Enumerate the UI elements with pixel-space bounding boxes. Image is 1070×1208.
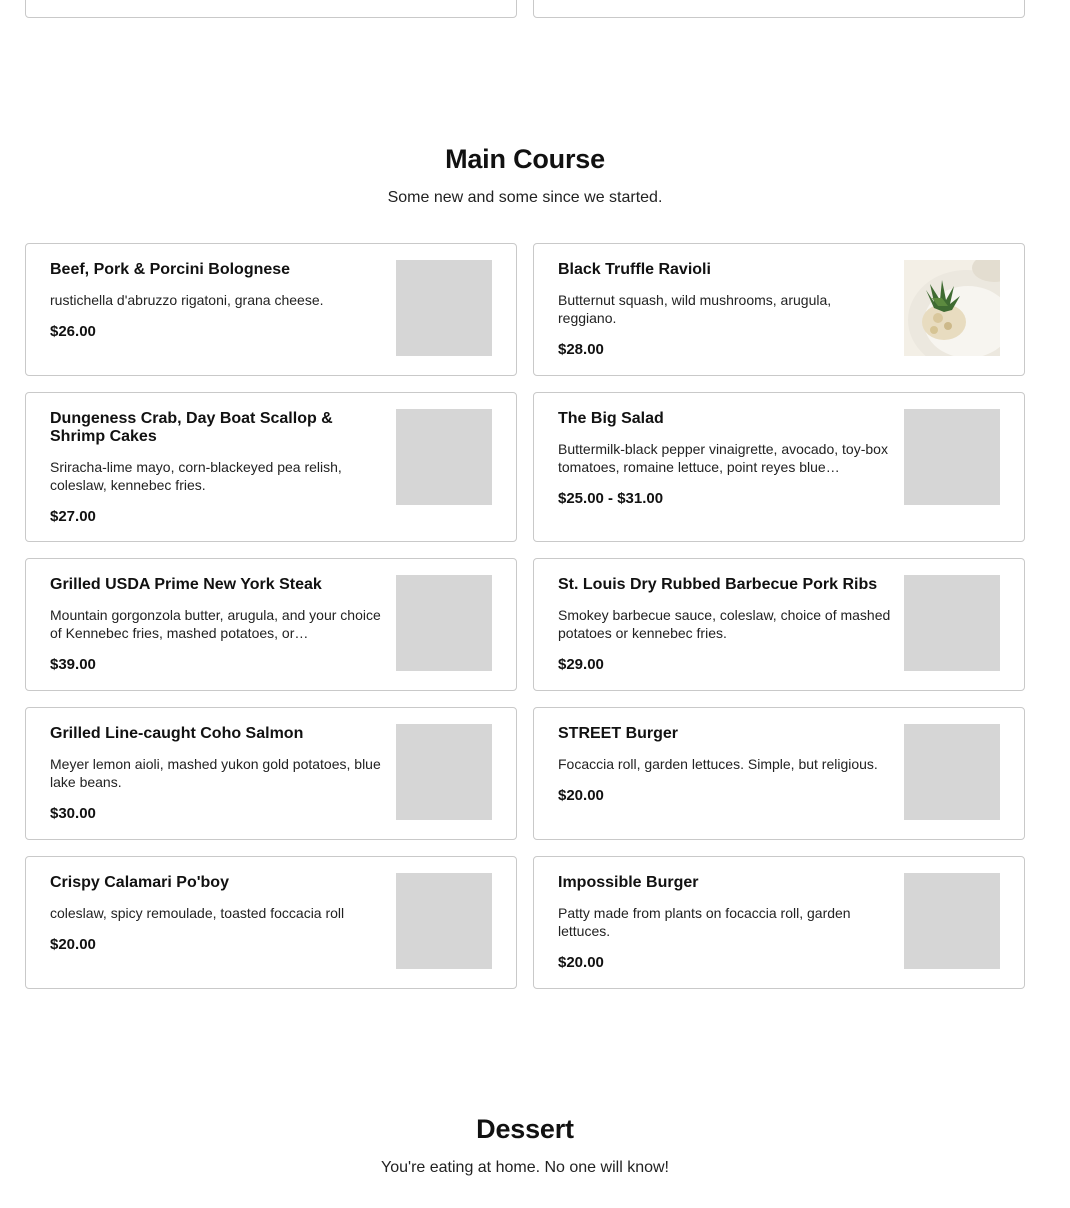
item-price: $26.00 [50, 323, 96, 340]
item-price: $20.00 [558, 954, 604, 971]
item-name: The Big Salad [558, 410, 664, 427]
menu-item-card[interactable] [25, 558, 517, 691]
menu-item-text [50, 575, 384, 673]
item-description: coleslaw, spicy remoulade, toasted foccacia roll [50, 905, 345, 921]
item-description: Buttermilk-black pepper vinaigrette, avocado, toy-box tomatoes, romaine lettuce, point reyes blue… [558, 441, 888, 475]
main-course-grid [25, 243, 1025, 989]
menu-item-text [558, 409, 892, 507]
item-description: Sriracha-lime mayo, corn-blackeyed pea relish, coleslaw, kennebec fries. [50, 459, 342, 493]
item-price: $28.00 [558, 341, 604, 358]
item-name: Dungeness Crab, Day Boat Scallop & Shrimp Cakes [50, 410, 333, 445]
item-description: Focaccia roll, garden lettuces. Simple, but religious. [558, 756, 878, 772]
item-name: Beef, Pork & Porcini Bolognese [50, 261, 291, 278]
menu-item-card[interactable] [25, 392, 517, 542]
item-name: Black Truffle Ravioli [558, 261, 711, 278]
menu-item-card[interactable] [533, 707, 1025, 840]
item-price: $27.00 [50, 508, 96, 525]
item-name: Grilled Line-caught Coho Salmon [50, 725, 304, 742]
menu-item-text [558, 724, 892, 804]
menu-item-text [558, 873, 892, 971]
item-description: Meyer lemon aioli, mashed yukon gold potatoes, blue lake beans. [50, 756, 381, 790]
item-description: Butternut squash, wild mushrooms, arugula, reggiano. [558, 292, 832, 326]
item-name: Crispy Calamari Po'boy [50, 874, 229, 891]
menu-item-card[interactable] [533, 243, 1025, 376]
menu-item-text [558, 575, 892, 673]
item-photo [904, 260, 1000, 356]
item-price: $20.00 [50, 936, 96, 953]
section-subtitle: Some new and some since we started. [387, 189, 663, 206]
menu-item-text [50, 724, 384, 822]
item-name: Impossible Burger [558, 874, 699, 891]
item-image-placeholder [396, 724, 492, 820]
section-title: Dessert [476, 1114, 574, 1144]
item-name: Grilled USDA Prime New York Steak [50, 576, 322, 593]
item-price: $30.00 [50, 805, 96, 822]
section-title: Main Course [445, 144, 605, 174]
item-description: Patty made from plants on focaccia roll, garden lettuces. [558, 905, 851, 939]
section-subtitle: You're eating at home. No one will know! [381, 1159, 669, 1176]
main-course-header [0, 144, 1050, 207]
item-image-placeholder [396, 873, 492, 969]
item-name: St. Louis Dry Rubbed Barbecue Pork Ribs [558, 576, 878, 593]
item-image-placeholder [396, 575, 492, 671]
item-price: $25.00 - $31.00 [558, 490, 664, 507]
item-image-placeholder [904, 409, 1000, 505]
item-image-placeholder [904, 575, 1000, 671]
dessert-header [0, 1114, 1050, 1177]
menu-item-card[interactable] [25, 856, 517, 989]
item-price: $29.00 [558, 656, 604, 673]
menu-item-text [50, 409, 384, 525]
item-name: STREET Burger [558, 725, 679, 742]
item-description: rustichella d'abruzzo rigatoni, grana cheese. [50, 292, 324, 308]
menu-item-card[interactable] [25, 707, 517, 840]
item-description: Mountain gorgonzola butter, arugula, and your choice of Kennebec fries, mashed potatoes, or… [50, 607, 381, 641]
item-image-placeholder [904, 873, 1000, 969]
item-image-placeholder [396, 260, 492, 356]
item-description: Smokey barbecue sauce, coleslaw, choice of mashed potatoes or kennebec fries. [558, 607, 891, 641]
previous-section-card[interactable] [533, 0, 1025, 18]
menu-item-text [50, 260, 384, 340]
menu-item-card[interactable] [25, 243, 517, 376]
menu-item-card[interactable] [533, 856, 1025, 989]
item-image-placeholder [396, 409, 492, 505]
previous-section-card[interactable] [25, 0, 517, 18]
item-image-placeholder [904, 724, 1000, 820]
menu-item-card[interactable] [533, 558, 1025, 691]
item-price: $20.00 [558, 787, 604, 804]
menu-item-card[interactable] [533, 392, 1025, 542]
menu-item-text [50, 873, 384, 953]
menu-item-text [558, 260, 892, 358]
item-price: $39.00 [50, 656, 96, 673]
